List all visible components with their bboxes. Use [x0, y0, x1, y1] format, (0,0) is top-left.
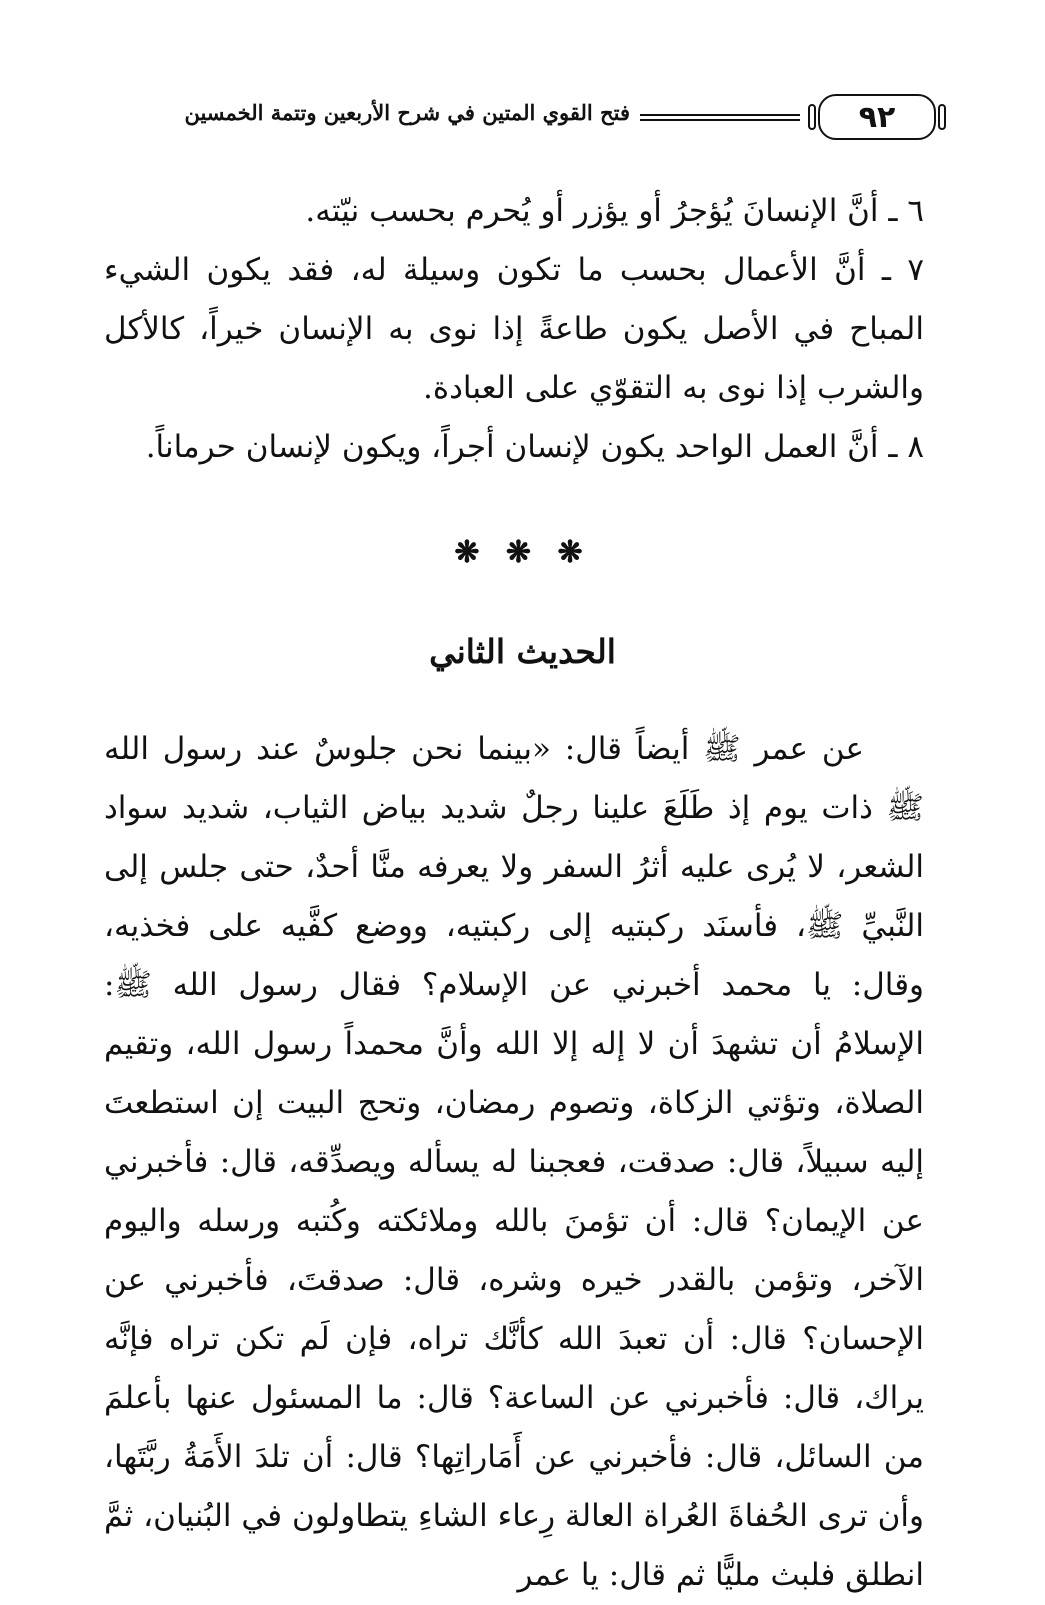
hadith-body [104, 720, 924, 1605]
list-item-dash: ـ [865, 252, 891, 288]
list-item-number: ٦ [907, 193, 924, 229]
page-number: ٩٢ [818, 94, 936, 140]
list-item-text: أنَّ الإنسانَ يُؤجرُ أو يؤزر أو يُحرم بحسب نيّته. [305, 193, 879, 229]
list-item [104, 182, 924, 241]
list-item-text: أنَّ العمل الواحد يكون لإنسان أجراً، ويكون لإنسان حرماناً. [145, 429, 879, 465]
list-item-dash: ـ [878, 193, 898, 229]
list-item [104, 418, 924, 477]
running-title: فتح القوي المتين في شرح الأربعين وتتمة الخمسين [184, 100, 630, 125]
section-title: الحديث الثاني [429, 632, 616, 671]
asterism-separator: ❋ ❋ ❋ [454, 535, 591, 570]
benefits-list [104, 182, 924, 477]
list-item-text: أنَّ الأعمال بحسب ما تكون وسيلة له، فقد يكون الشيء المباح في الأصل يكون طاعةً إذا نوى به الإنسان خيراً، كالأكل والشرب إذا نوى به التقوّي على العبادة. [104, 252, 924, 406]
list-item [104, 241, 924, 418]
hadith-paragraph: عن عمر ﷺ أيضاً قال: «بينما نحن جلوسٌ عند رسول الله ﷺ ذات يوم إذ طَلَعَ علينا رجلٌ شديد بياض الثياب، شديد سواد الشعر، لا يُرى عليه أثرُ السفر ولا يعرفه منَّا أحدٌ، حتى جلس إلى النَّبيِّ ﷺ، فأسنَد ركبتيه إلى ركبتيه، ووضع كفَّيه على فخذيه، وقال: يا محمد أخبرني عن الإسلام؟ فقال رسول الله ﷺ: الإسلامُ أن تشهدَ أن لا إله إلا الله وأنَّ محمداً رسول الله، وتقيم الصلاة، وتؤتي الزكاة، وتصوم رمضان، وتحج البيت إن استطعتَ إليه سبيلاً، قال: صدقت، فعجبنا له يسأله ويصدِّقه، قال: فأخبرني عن الإيمان؟ قال: أن تؤمنَ بالله وملائكته وكُتبه ورسله واليوم الآخر، وتؤمن بالقدر خيره وشره، قال: صدقتَ، فأخبرني عن الإحسان؟ قال: أن تعبدَ الله كأنَّك تراه، فإن لَم تكن تراه فإنَّه يراك، قال: فأخبرني عن الساعة؟ قال: ما المسئول عنها بأعلمَ من السائل، قال: فأخبرني عن أَمَاراتِها؟ قال: أن تلدَ الأَمَةُ ربَّتَها، وأن ترى الحُفاةَ العُراة العالة رِعاء الشاءِ يتطاولون في البُنيان، ثمَّ انطلق فلبث مليًّا ثم قال: يا عمر [104, 731, 924, 1593]
header-rule [640, 114, 800, 121]
list-item-number: ٧ [907, 252, 924, 288]
list-item-number: ٨ [907, 429, 924, 465]
page-header [96, 88, 936, 148]
list-item-dash: ـ [878, 429, 898, 465]
